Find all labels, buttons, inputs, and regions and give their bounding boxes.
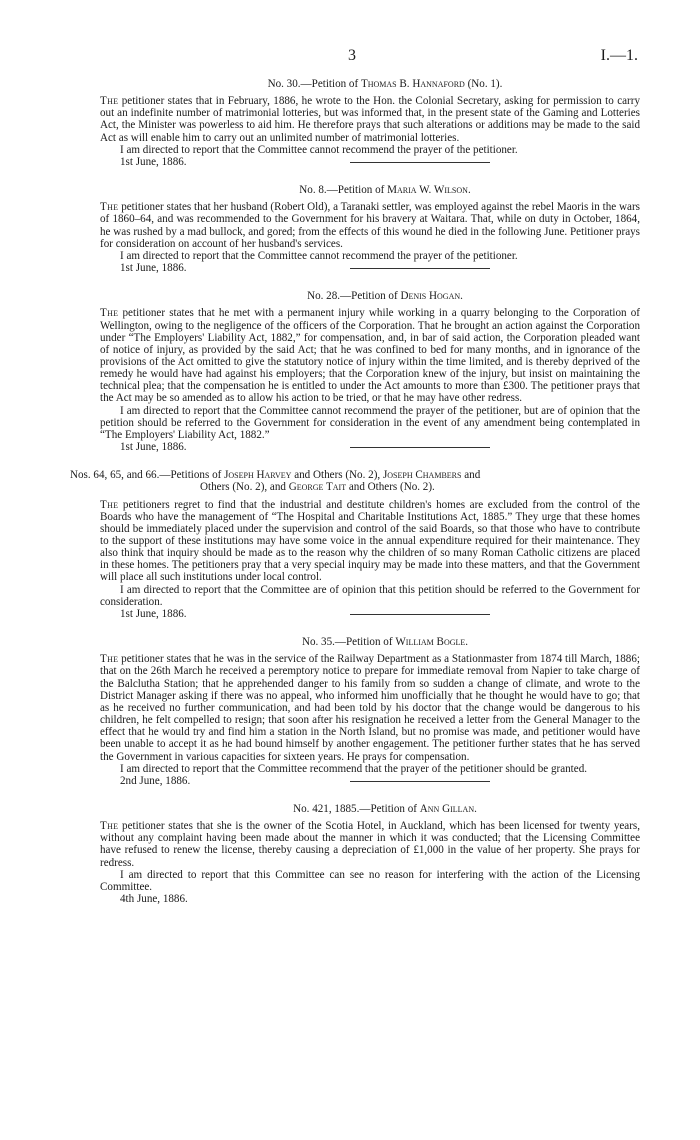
petition-body: The petitioner states that she is the owner of the Scotia Hotel, in Auckland, which has been licensed for twenty years, without any complaint having been made about the manner in which it was conducted; that the Licensing Committee have refused to renew the license, thereby causing a depreciation of £1,000 in the value of her property. She prays for redress. xyxy=(100,820,640,869)
section-divider xyxy=(350,614,490,615)
petition-body: The petitioner states that in February, 1886, he wrote to the Hon. the Colonial Secretary, asking for permission to carry out an indefinite number of matrimonial lotteries, but was informed that, in the present state of the Gaming and Lotteries Act, the Minister was powerless to aid him. He therefore prays that such alterations or additions may be made to the said Act as will enable him to carry out an unlimited number of matrimonial lotteries. xyxy=(100,95,640,144)
page-number: 3 xyxy=(348,47,356,64)
petitioner-name-harvey: Joseph Harvey xyxy=(224,469,292,482)
petitioner-name: Maria W. Wilson xyxy=(387,184,468,197)
petition-title: No. 28.—Petition of Denis Hogan. xyxy=(307,290,463,303)
section-divider xyxy=(350,781,490,782)
petitioner-name: Denis Hogan xyxy=(400,290,461,303)
petition-body: The petitioner states that he met with a permanent injury while working in a quarry belonging to the Corporation of Wellington, owing to the negligence of the officers of the Corporation. That he brought an action against the Corporation under “The Employers' Liability Act, 1882,” for compensation, and, in bar of said action, the Corporation pleaded want of notice of injury, as provided by the said Act; that he was confined to bed for many months, and in ignorance of the provisions of the Act omitted to give the statutory notice of injury within the time limited, and is thereby deprived of the remedy he would have had against his employers; that the Corporation knew of the injury, but insist on maintaining the technical plea; that the compensation he is entitled to under the Act amounts to more than £300. The petitioner prays that the Act may be so amended as to allow his action to be tried, or that he may have other redress. xyxy=(100,307,640,405)
petition-body: The petitioner states that he was in the service of the Railway Department as a Stationmaster from 1874 till March, 1886; that on the 26th March he received a peremptory notice to prepare for immediate removal from Napier to take charge of the Balclutha Station; that he apprehended danger to his family from so sudden a change of climate, and wrote to the District Manager asking if there was no appeal, who informed him unofficially that he thought he would have to go; that as he received no further communication, and had been told by his doctor that the change would be dangerous to his children, he felt compelled to resign; that soon after his resignation he received a letter from the General Manager to the effect that he would try and find him a station in the North Island, but no promise was made, and petitioner would have been unable to accept it as he had bound himself by another engagement. The petitioner further states that he has served the Government in various capacities for sixteen years. He prays for compensation. xyxy=(100,653,640,763)
section-divider xyxy=(350,268,490,269)
committee-report: I am directed to report that the Committee recommend that the prayer of the petitioner should be granted. xyxy=(120,762,588,775)
petition-title: No. 421, 1885.—Petition of Ann Gillan. xyxy=(293,802,477,815)
report-date: 2nd June, 1886. xyxy=(120,774,191,787)
petition-hannaford xyxy=(100,78,640,174)
page-header xyxy=(0,47,700,70)
petition-wilson xyxy=(100,184,640,280)
petitioner-name: Ann Gillan xyxy=(419,802,475,815)
committee-report: I am directed to report that the Committee cannot recommend the prayer of the petitioner. xyxy=(120,143,518,156)
petitioner-name: William Bogle xyxy=(395,636,466,649)
committee-report: I am directed to report that the Committee cannot recommend the prayer of the petitioner. xyxy=(120,249,518,262)
committee-report: I am directed to report that the Committee are of opinion that this petition should be referred to the Government for consideration. xyxy=(100,583,640,608)
petitioner-name-tait: George Tait xyxy=(288,481,347,494)
report-date: 4th June, 1886. xyxy=(120,893,188,906)
section-divider xyxy=(350,447,490,448)
committee-report: I am directed to report that this Committee can see no reason for interfering with the action of the Licensing Committee. xyxy=(100,868,640,893)
petition-body: The petitioner states that her husband (Robert Old), a Taranaki settler, was employed against the rebel Maoris in the wars of 1860–64, and was recommended to the Government for his bravery at Waitara. That, while on duty in October, 1864, he was rushed by a mad bullock, and gored; from the effects of this wound he died in the following June. Petitioner prays for consideration on account of her husband's services. xyxy=(100,201,640,250)
report-date: 1st June, 1886. xyxy=(120,441,187,454)
petitioner-name: Thomas B. Hannaford xyxy=(360,78,465,90)
series-reference: I.—1. xyxy=(600,47,638,64)
petition-harvey-chambers-tait xyxy=(70,469,640,626)
petition-title: No. 8.—Petition of Maria W. Wilson. xyxy=(299,184,471,197)
committee-report: I am directed to report that the Committee cannot recommend the prayer of the petitioner, but are of opinion that the petition should be referred to the Government for consideration in the event of any amendment being contemplated in “The Employers' Liability Act, 1882.” xyxy=(100,404,640,441)
petitioner-name-chambers: Joseph Chambers xyxy=(382,469,462,482)
petition-body: The petitioners regret to find that the industrial and destitute children's homes are excluded from the control of the Boards who have the management of “The Hospital and Charitable Institutions Act, 1885.” They urge that these homes should be immediately placed under the supervision and control of the said Boards, so that those who have to contribute to the support of these institutions may have some voice in the annual expenditure required for their maintenance. They also think that inquiry should be made as to the reason why the children of so many Roman Catholic citizens are placed in these homes. The petitioners pray that a very special inquiry may be made into these matters, and that the Government will place all such institutions under local control. xyxy=(100,498,640,584)
petition-hogan xyxy=(100,290,640,459)
petition-title: No. 35.—Petition of William Bogle. xyxy=(301,636,469,649)
report-date: 1st June, 1886. xyxy=(120,262,187,275)
report-date: 1st June, 1886. xyxy=(120,155,187,168)
petition-title: Nos. 64, 65, and 66.—Petitions of Joseph Harvey and Others (No. 2), Joseph Chambers and Others (No. 2), and George Tait and Others (No. 2). xyxy=(70,469,481,494)
petition-bogle xyxy=(100,636,640,793)
petition-title: No. 30.—Petition of Thomas B. Hannaford (No. 1). xyxy=(267,78,503,90)
section-divider xyxy=(350,162,490,163)
report-date: 1st June, 1886. xyxy=(120,607,187,620)
petition-gillan xyxy=(100,803,640,905)
